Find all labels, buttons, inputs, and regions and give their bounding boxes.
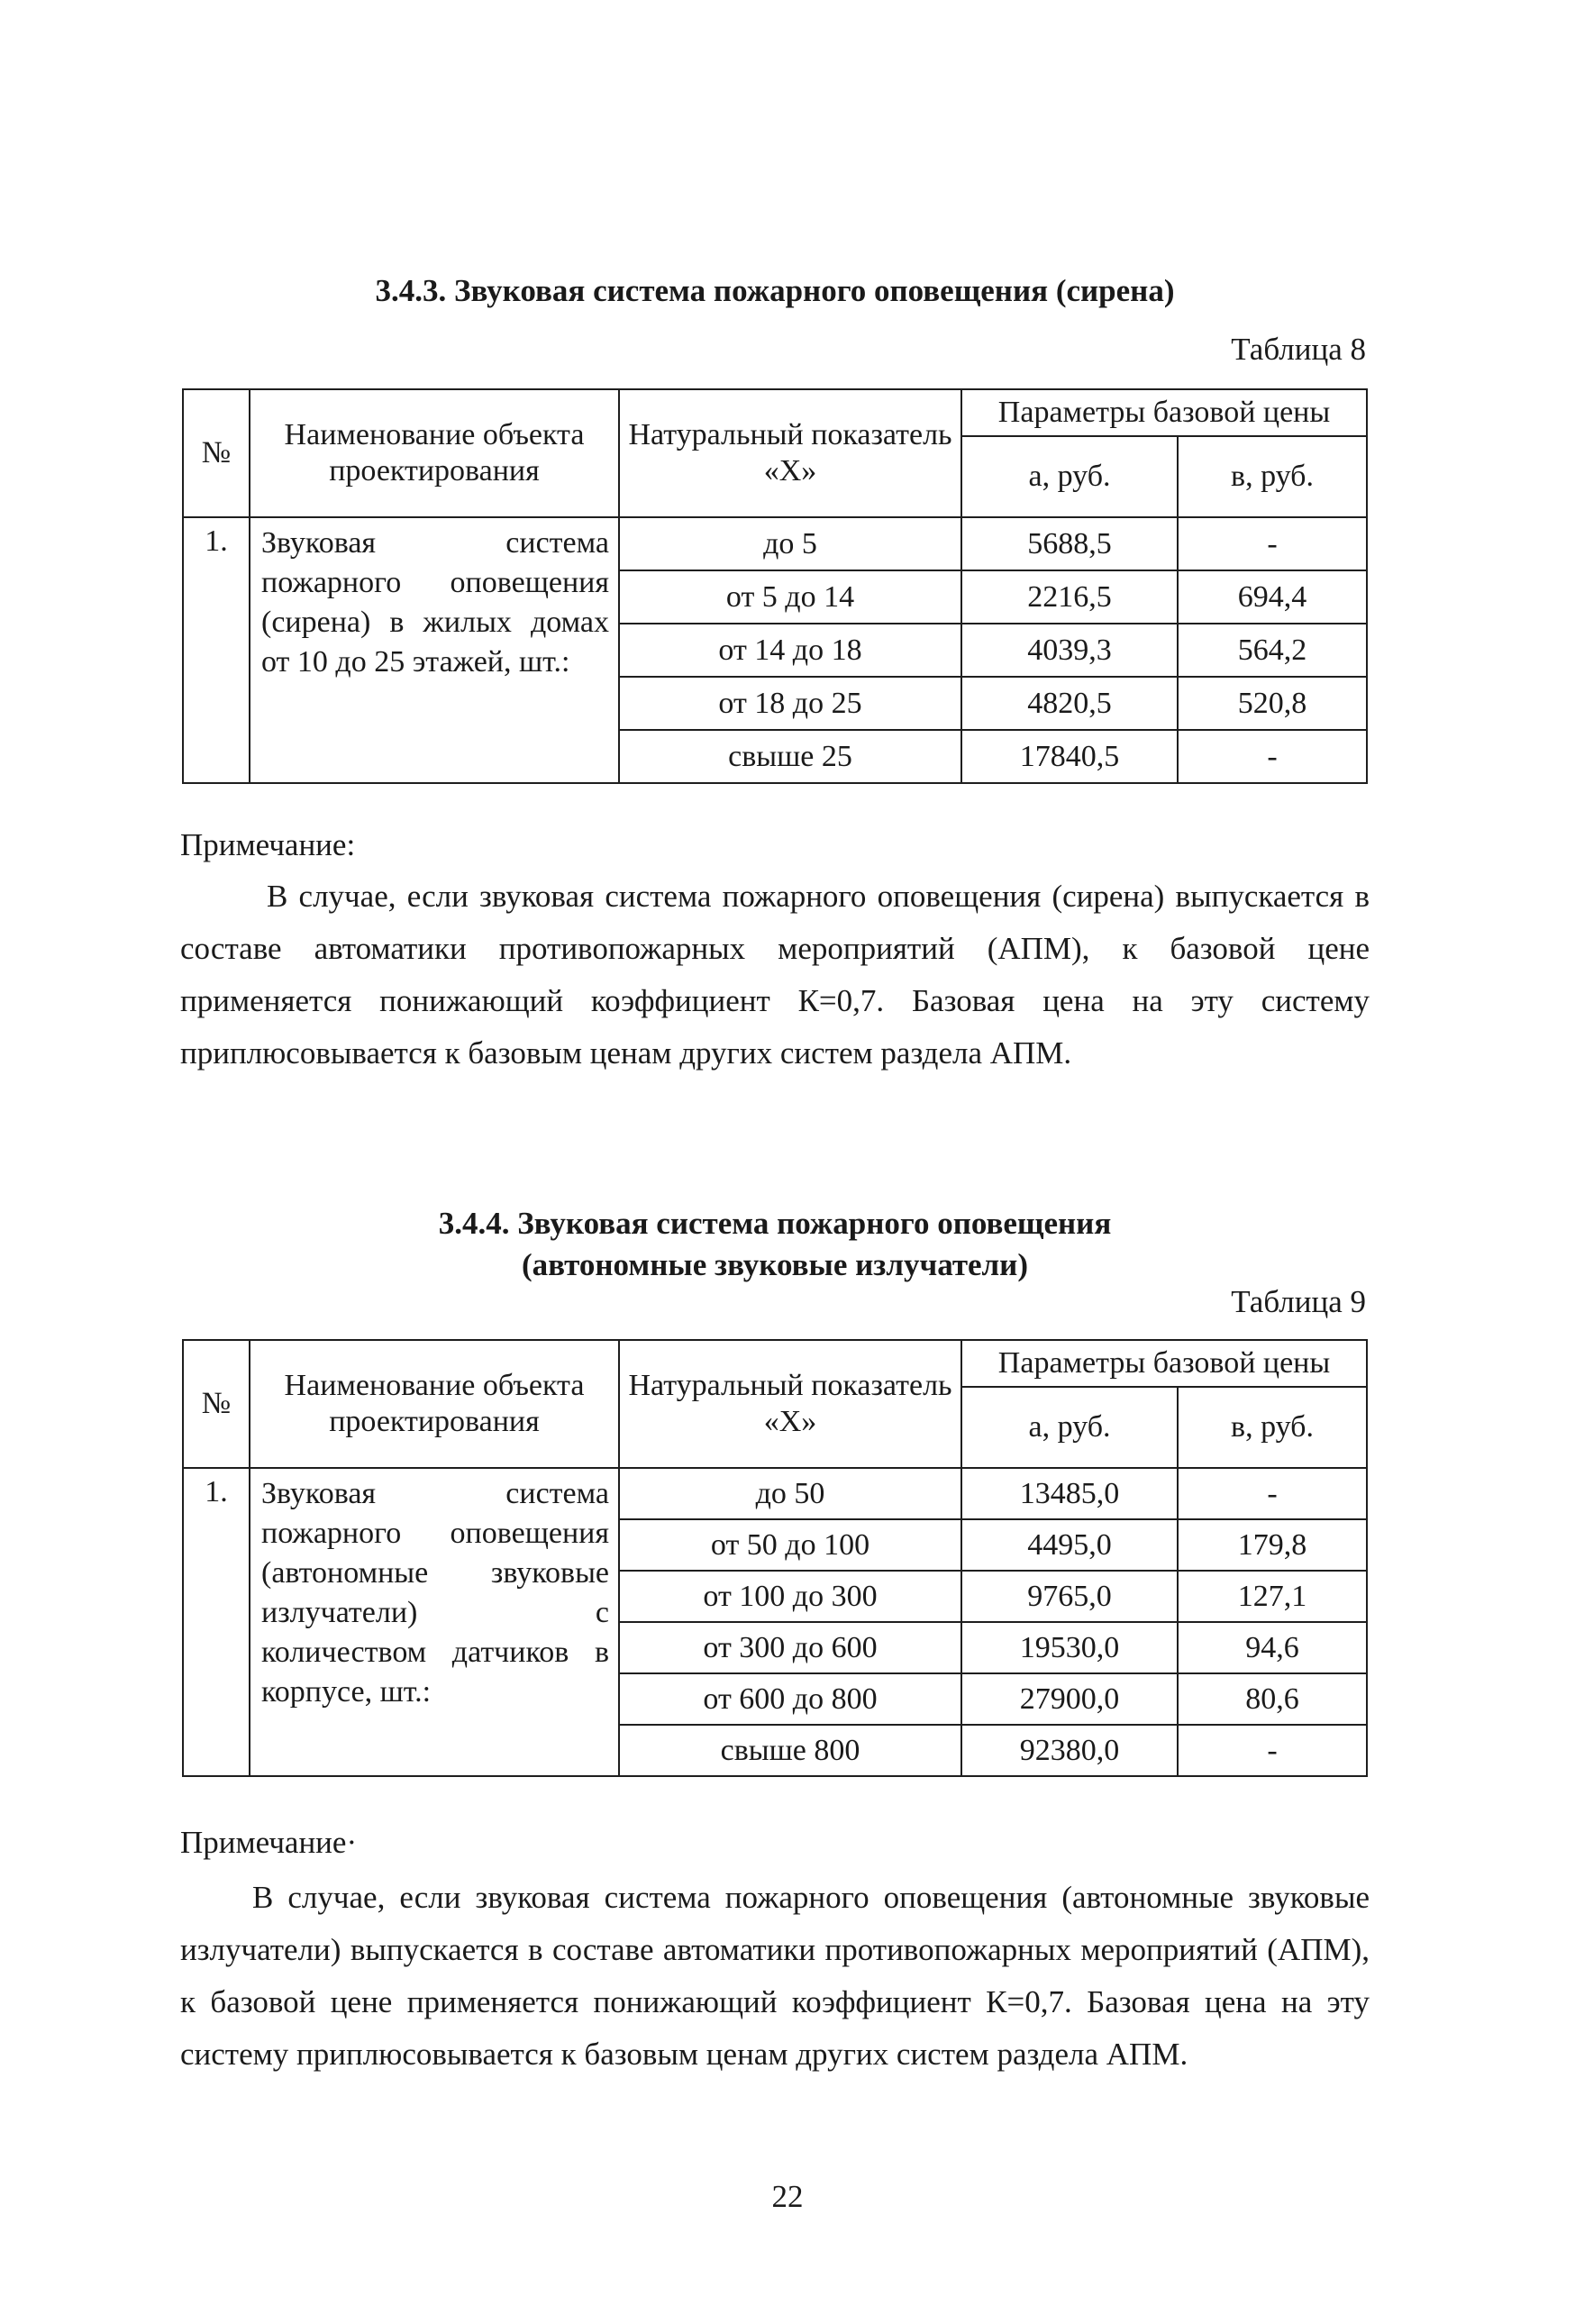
price-a-cell: 4495,0 xyxy=(961,1519,1178,1571)
header-no: № xyxy=(183,389,250,517)
price-b-cell: 694,4 xyxy=(1178,570,1367,624)
price-b-cell: 520,8 xyxy=(1178,677,1367,730)
price-b-cell: - xyxy=(1178,730,1367,783)
price-a-cell: 5688,5 xyxy=(961,517,1178,570)
note-text: В случае, если звуковая система пожарного оповещения (автономные звуковые излучатели) выпускается в составе автоматики противопожарных мероприятий (АПМ), к базовой цене применяется понижающий коэффициент К=0,7. Базовая цена на эту систему приплюсовывается к базовым ценам других систем раздела АПМ. xyxy=(180,1880,1370,2072)
price-b-cell: 564,2 xyxy=(1178,624,1367,677)
item-no: 1. xyxy=(183,517,250,783)
price-a-cell: 19530,0 xyxy=(961,1622,1178,1673)
indicator-cell: от 5 до 14 xyxy=(619,570,961,624)
page-number: 22 xyxy=(771,2179,804,2214)
price-a-cell: 2216,5 xyxy=(961,570,1178,624)
header-params: Параметры базовой цены xyxy=(961,389,1367,436)
price-a-cell: 13485,0 xyxy=(961,1468,1178,1519)
price-b-cell: 80,6 xyxy=(1178,1673,1367,1725)
indicator-cell: от 100 до 300 xyxy=(619,1571,961,1622)
price-b-cell: 179,8 xyxy=(1178,1519,1367,1571)
table-label: Таблица 8 xyxy=(1231,332,1366,367)
header-no: № xyxy=(183,1340,250,1468)
indicator-cell: свыше 800 xyxy=(619,1725,961,1776)
section-heading xyxy=(180,1203,1370,1286)
table-row xyxy=(183,1468,1367,1519)
header-a: а, руб. xyxy=(961,436,1178,517)
section-heading-line: 3.4.3. Звуковая система пожарного оповещения (сирена) xyxy=(375,273,1175,308)
header-b: в, руб. xyxy=(1178,1387,1367,1468)
indicator-cell: от 600 до 800 xyxy=(619,1673,961,1725)
price-a-cell: 92380,0 xyxy=(961,1725,1178,1776)
section-heading xyxy=(180,270,1370,312)
header-name: Наименование объекта проектирования xyxy=(250,389,619,517)
price-b-cell: 127,1 xyxy=(1178,1571,1367,1622)
price-a-cell: 4039,3 xyxy=(961,624,1178,677)
note-text: В случае, если звуковая система пожарного оповещения (сирена) выпускается в составе автоматики противопожарных мероприятий (АПМ), к базовой цене применяется понижающий коэффициент К=0,7. Базовая цена на эту систему приплюсовывается к базовым ценам других систем раздела АПМ. xyxy=(180,879,1370,1071)
header-a: а, руб. xyxy=(961,1387,1178,1468)
price-a-cell: 17840,5 xyxy=(961,730,1178,783)
indicator-cell: от 300 до 600 xyxy=(619,1622,961,1673)
indicator-cell: свыше 25 xyxy=(619,730,961,783)
price-b-cell: - xyxy=(1178,517,1367,570)
item-name: Звуковая система пожарного оповещения (сирена) в жилых домах от 10 до 25 этажей, шт.: xyxy=(250,517,619,783)
note-label: Примечание: xyxy=(180,827,356,862)
price-a-cell: 9765,0 xyxy=(961,1571,1178,1622)
indicator-cell: от 14 до 18 xyxy=(619,624,961,677)
section-heading-line: 3.4.4. Звуковая система пожарного оповещения xyxy=(438,1206,1112,1241)
header-params: Параметры базовой цены xyxy=(961,1340,1367,1387)
table-label: Таблица 9 xyxy=(1231,1284,1366,1319)
item-name: Звуковая система пожарного оповещения (автономные звуковые излучатели) с количеством датчиков в корпусе, шт.: xyxy=(250,1468,619,1776)
price-b-cell: - xyxy=(1178,1468,1367,1519)
price-b-cell: - xyxy=(1178,1725,1367,1776)
price-b-cell: 94,6 xyxy=(1178,1622,1367,1673)
header-name: Наименование объекта проектирования xyxy=(250,1340,619,1468)
header-b: в, руб. xyxy=(1178,436,1367,517)
price-a-cell: 27900,0 xyxy=(961,1673,1178,1725)
section-heading-line: (автономные звуковые излучатели) xyxy=(521,1247,1029,1282)
header-indicator: Натуральный показатель «Х» xyxy=(619,1340,961,1468)
header-indicator: Натуральный показатель «Х» xyxy=(619,389,961,517)
indicator-cell: от 18 до 25 xyxy=(619,677,961,730)
indicator-cell: до 50 xyxy=(619,1468,961,1519)
item-no: 1. xyxy=(183,1468,250,1776)
price-table xyxy=(182,1339,1368,1777)
indicator-cell: от 50 до 100 xyxy=(619,1519,961,1571)
price-a-cell: 4820,5 xyxy=(961,677,1178,730)
price-table xyxy=(182,388,1368,784)
table-row xyxy=(183,517,1367,570)
indicator-cell: до 5 xyxy=(619,517,961,570)
note-label: Примечание· xyxy=(180,1825,358,1860)
